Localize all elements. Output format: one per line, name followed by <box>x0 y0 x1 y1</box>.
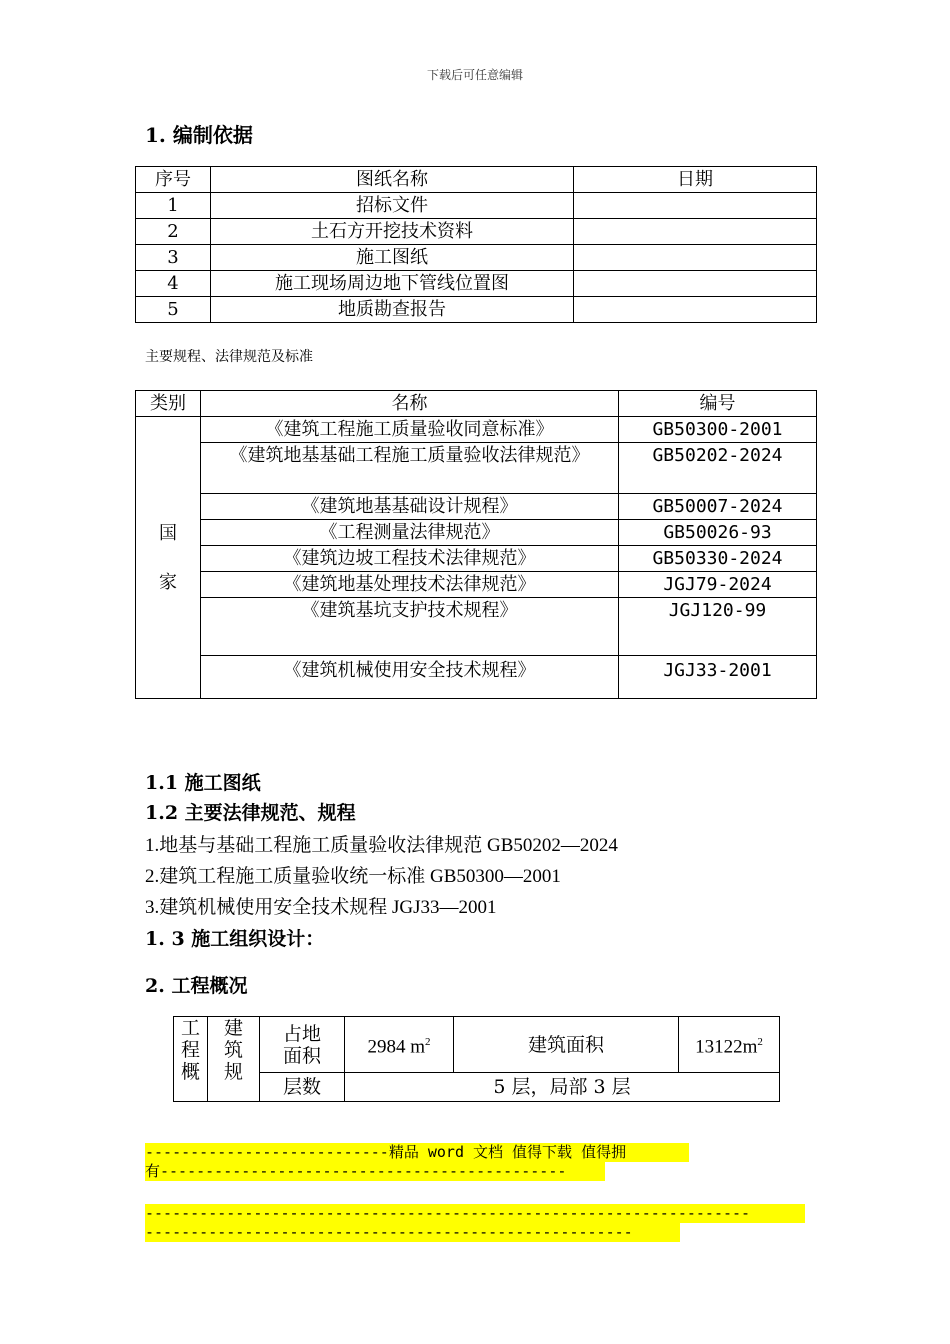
building-area-label: 建筑面积 <box>454 1017 679 1073</box>
table-cell: GB50330-2024 <box>619 546 817 572</box>
table-cell: 《建筑地基基础工程施工质量验收法律规范》 <box>201 443 619 494</box>
list-item: 1.地基与基础工程施工质量验收法律规范 GB50202—2024 <box>145 835 618 856</box>
land-area-value <box>345 1017 454 1073</box>
table-cell: GB50026-93 <box>619 520 817 546</box>
table-cell: GB50202-2024 <box>619 443 817 494</box>
header-cell: 序号 <box>136 167 211 193</box>
header-note: 下载后可任意编辑 <box>426 68 523 82</box>
table-cell: 施工图纸 <box>211 245 574 271</box>
floors-value: 5 层，局部 3 层 <box>345 1073 780 1102</box>
building-area-value <box>679 1017 780 1073</box>
section-title-overview: 2. 工程概况 <box>145 975 248 997</box>
project-overview-table <box>173 1016 780 1102</box>
table-cell: 《建筑工程施工质量验收同意标准》 <box>201 417 619 443</box>
table-cell: JGJ120-99 <box>619 598 817 656</box>
table-cell: JGJ33-2001 <box>619 656 817 699</box>
table-cell: 5 <box>136 297 211 323</box>
superscript: 2 <box>425 1035 431 1048</box>
label-char: 程 <box>180 1039 200 1061</box>
header-cell: 名称 <box>201 391 619 417</box>
table-cell: 3 <box>136 245 211 271</box>
standards-table <box>135 390 817 699</box>
table-cell: 土石方开挖技术资料 <box>211 219 574 245</box>
vertical-label-cell <box>174 1017 208 1102</box>
table-row <box>136 245 817 271</box>
table-cell: 《建筑基坑支护技术规程》 <box>201 598 619 656</box>
table-cell: 招标文件 <box>211 193 574 219</box>
table-row <box>136 494 817 520</box>
label-char: 工 <box>180 1017 200 1039</box>
standards-caption: 主要规程、法律规范及标准 <box>145 349 313 365</box>
table-cell: 2 <box>136 219 211 245</box>
table-cell <box>574 245 817 271</box>
footer-banner-line: ------------------------------------------------------------------- <box>145 1204 805 1223</box>
table-cell: GB50300-2001 <box>619 417 817 443</box>
label-char: 筑 <box>223 1039 243 1061</box>
superscript: 2 <box>757 1035 763 1048</box>
category-char: 国 <box>159 522 177 544</box>
table-cell: 《工程测量法律规范》 <box>201 520 619 546</box>
table-header-row <box>136 167 817 193</box>
list-item: 2.建筑工程施工质量验收统一标准 GB50300—2001 <box>145 866 561 887</box>
table-row <box>174 1073 780 1102</box>
label-char: 建 <box>223 1017 243 1039</box>
section-title-basis: 1. 编制依据 <box>145 123 253 147</box>
table-row <box>174 1017 780 1073</box>
land-area-label <box>260 1017 345 1073</box>
label-line: 占地 <box>282 1022 321 1045</box>
list-item: 3.建筑机械使用安全技术规程 JGJ33—2001 <box>145 897 497 918</box>
category-cell <box>136 417 201 699</box>
table-cell: 地质勘查报告 <box>211 297 574 323</box>
table-cell: GB50007-2024 <box>619 494 817 520</box>
header-cell: 编号 <box>619 391 817 417</box>
table-row <box>136 417 817 443</box>
footer-banner-line: 有--------------------------------------------- <box>145 1162 605 1181</box>
subsection-drawings: 1.1 施工图纸 <box>145 772 261 794</box>
label-char: 概 <box>180 1061 200 1083</box>
value-text: 13122m <box>695 1036 758 1058</box>
table-cell: 《建筑地基处理技术法律规范》 <box>201 572 619 598</box>
floors-label: 层数 <box>260 1073 345 1102</box>
table-cell: 4 <box>136 271 211 297</box>
header-cell: 类别 <box>136 391 201 417</box>
table-row <box>136 598 817 656</box>
table-cell: 1 <box>136 193 211 219</box>
table-cell: 《建筑边坡工程技术法律规范》 <box>201 546 619 572</box>
table-row <box>136 546 817 572</box>
label-line: 面积 <box>282 1044 321 1067</box>
vertical-label-cell <box>208 1017 260 1102</box>
table-cell <box>574 297 817 323</box>
table-row <box>136 297 817 323</box>
table-row <box>136 520 817 546</box>
label-char: 规 <box>223 1061 243 1083</box>
table-row <box>136 219 817 245</box>
table-row <box>136 572 817 598</box>
table-cell <box>574 219 817 245</box>
header-cell: 日期 <box>574 167 817 193</box>
table-row <box>136 271 817 297</box>
header-cell: 图纸名称 <box>211 167 574 193</box>
table-cell <box>574 271 817 297</box>
footer-banner-line: ------------------------------------------------------ <box>145 1223 680 1242</box>
table-row <box>136 656 817 699</box>
table-row <box>136 443 817 494</box>
table-header-row <box>136 391 817 417</box>
subsection-regulations: 1.2 主要法律规范、规程 <box>145 802 356 824</box>
table-cell <box>574 193 817 219</box>
table-cell: 《建筑地基基础设计规程》 <box>201 494 619 520</box>
category-char: 家 <box>159 571 177 593</box>
subsection-org-design: 1. 3 施工组织设计： <box>145 928 325 950</box>
footer-banner-line: ---------------------------精品 word 文档 值得下载 值得拥 <box>145 1143 689 1162</box>
value-text: 2984 m <box>367 1036 426 1058</box>
table-row <box>136 193 817 219</box>
drawings-table <box>135 166 817 323</box>
table-cell: JGJ79-2024 <box>619 572 817 598</box>
table-cell: 施工现场周边地下管线位置图 <box>211 271 574 297</box>
table-cell: 《建筑机械使用安全技术规程》 <box>201 656 619 699</box>
